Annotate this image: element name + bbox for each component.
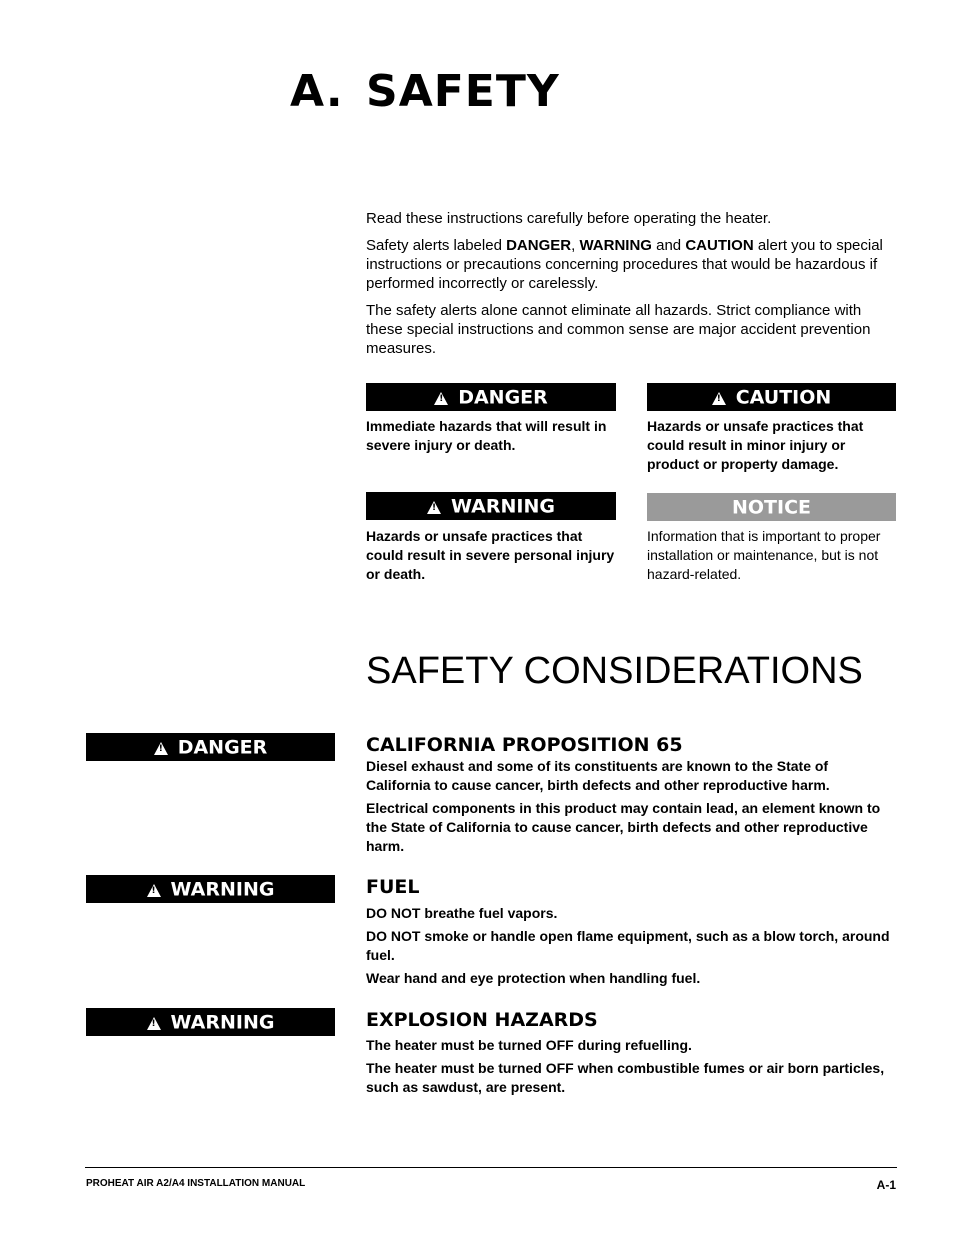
- intro-paragraph-3: The safety alerts alone cannot eliminate all hazards. Strict compliance with these special instructions and common sense are major accident prevention measures.: [366, 302, 871, 357]
- intro-paragraph-1: Read these instructions carefully before operating the heater.: [366, 210, 772, 227]
- legend-notice-banner: [647, 493, 896, 521]
- warning-triangle-icon: [147, 884, 161, 897]
- legend-notice-label: NOTICE: [731, 496, 811, 519]
- section-3-paragraph: The heater must be turned OFF when combustible fumes or air born particles, such as sawdust, are present.: [366, 1060, 885, 1095]
- legend-warning-text: Hazards or unsafe practices that could result in severe personal injury or death.: [366, 528, 615, 582]
- footer-rule: [85, 1167, 897, 1168]
- footer-manual-title: PROHEAT AIR A2/A4 INSTALLATION MANUAL: [86, 1178, 306, 1189]
- section-1-body: [366, 757, 896, 860]
- warning-triangle-icon: [434, 392, 448, 405]
- section-3-alert-label: WARNING: [170, 1011, 275, 1034]
- section-heading: SAFETY CONSIDERATIONS: [366, 650, 863, 692]
- section-3-alert-banner: [86, 1008, 335, 1036]
- intro-danger-term: DANGER: [506, 237, 572, 254]
- intro-text: alert you to special instructions or precautions concerning procedures that would be hazardous if performed incorrectly or carelessly.: [366, 237, 883, 292]
- warning-triangle-icon: [427, 501, 441, 514]
- warning-triangle-icon: [147, 1017, 161, 1030]
- section-2-paragraph: DO NOT smoke or handle open flame equipment, such as a blow torch, around fuel.: [366, 928, 890, 963]
- section-1-alert-banner: [86, 733, 335, 761]
- section-2-body: [366, 904, 896, 992]
- legend-caution-text: Hazards or unsafe practices that could result in minor injury or product or property damage.: [647, 418, 864, 472]
- legend-warning-label: WARNING: [451, 495, 555, 518]
- legend-notice-text: Information that is important to proper installation or maintenance, but is not hazard-related.: [647, 528, 881, 582]
- section-1-paragraph: Diesel exhaust and some of its constituents are known to the State of California to cause cancer, birth defects and other reproductive harm.: [366, 758, 830, 793]
- legend-danger-banner: [366, 383, 616, 411]
- section-1-alert-label: DANGER: [177, 736, 268, 759]
- intro-text: Safety alerts labeled: [366, 237, 507, 254]
- section-2-title: FUEL: [366, 876, 420, 898]
- intro-text: and: [651, 237, 686, 254]
- legend-danger-text: Immediate hazards that will result in severe injury or death.: [366, 418, 607, 453]
- section-1-paragraph: Electrical components in this product may contain lead, an element known to the State of California to cause cancer, birth defects and other reproductive harm.: [366, 800, 881, 854]
- section-3-title: EXPLOSION HAZARDS: [366, 1009, 598, 1031]
- chapter-number: A.: [290, 66, 344, 117]
- footer-page-number: A-1: [876, 1178, 896, 1192]
- section-2-paragraph: Wear hand and eye protection when handling fuel.: [366, 970, 701, 986]
- legend-warning-banner: [366, 492, 616, 520]
- legend-caution-label: CAUTION: [735, 386, 832, 409]
- section-2-paragraph: DO NOT breathe fuel vapors.: [366, 905, 558, 921]
- chapter-title: [290, 66, 560, 117]
- warning-triangle-icon: [712, 392, 726, 405]
- legend-caution-banner: [647, 383, 896, 411]
- section-3-paragraph: The heater must be turned OFF during refuelling.: [366, 1037, 692, 1053]
- section-2-alert-label: WARNING: [170, 878, 275, 901]
- warning-triangle-icon: [154, 742, 168, 755]
- intro-caution-term: CAUTION: [685, 237, 754, 254]
- intro-warning-term: WARNING: [579, 237, 652, 254]
- intro: [366, 209, 896, 366]
- chapter-name: SAFETY: [366, 66, 560, 117]
- section-3-body: [366, 1036, 896, 1101]
- section-2-alert-banner: [86, 875, 335, 903]
- intro-paragraph-2: [366, 236, 896, 293]
- section-1-title: CALIFORNIA PROPOSITION 65: [366, 734, 683, 756]
- intro-text: ,: [571, 237, 580, 254]
- legend-danger-label: DANGER: [458, 386, 548, 409]
